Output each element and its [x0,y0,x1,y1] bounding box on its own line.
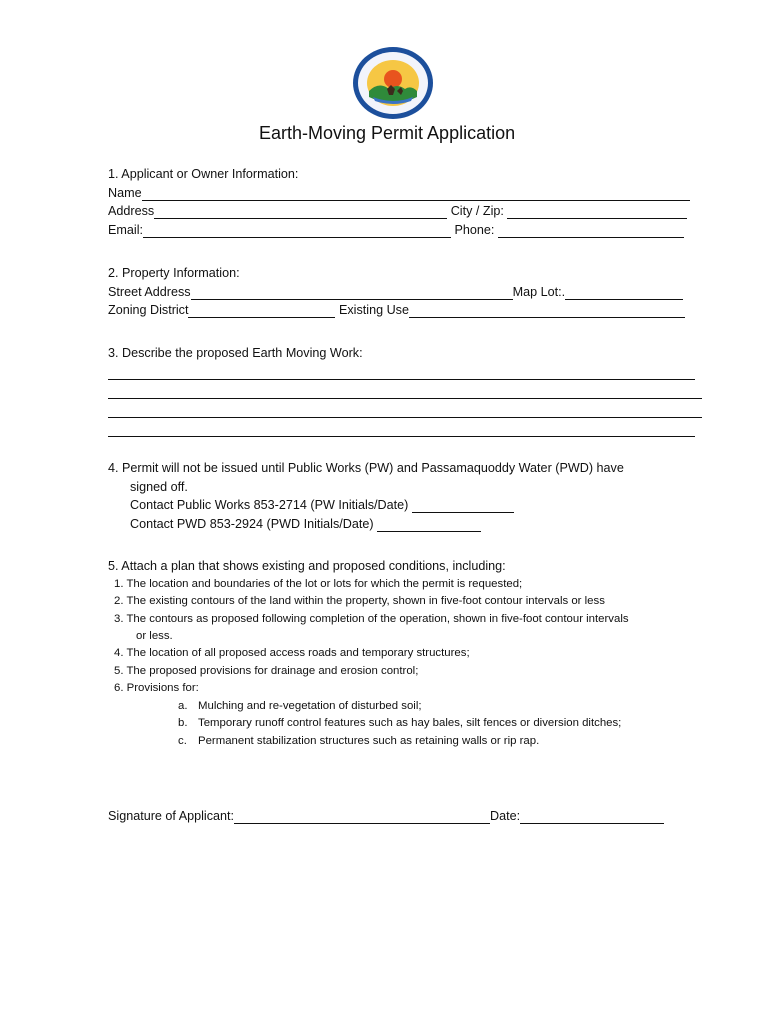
address-label: Address [108,204,155,218]
list-item: 5. The proposed provisions for drainage and erosion control; [114,665,419,677]
date-field[interactable] [520,810,664,824]
address-row [108,203,687,219]
signature-label: Signature of Applicant: [108,809,235,823]
phone-label: Phone: [454,223,495,237]
pwd-initials-field[interactable] [377,518,481,532]
city-zip-field[interactable] [507,205,687,219]
pw-contact-row [130,497,514,513]
map-lot-field[interactable] [565,286,683,300]
sub-item-text: Permanent stabilization structures such as retaining walls or rip rap. [198,735,540,747]
name-row [108,185,690,201]
section4-line2: signed off. [130,480,188,494]
section1-heading: 1. Applicant or Owner Information: [108,167,299,181]
description-line[interactable] [108,417,702,418]
pwd-contact-row [130,516,481,532]
map-lot-label: Map Lot:. [512,285,566,299]
street-address-field[interactable] [191,286,513,300]
sub-item [178,734,539,749]
email-field[interactable] [143,224,451,238]
city-seal-logo [351,45,435,121]
section4-line1: 4. Permit will not be issued until Public Works (PW) and Passamaquoddy Water (PWD) have [108,461,624,475]
description-line[interactable] [108,379,695,380]
zoning-district-label: Zoning District [108,303,189,317]
section3-heading: 3. Describe the proposed Earth Moving Work: [108,346,363,360]
date-label: Date: [490,809,521,823]
list-item: 3. The contours as proposed following completion of the operation, shown in five-foot contour intervals [114,613,629,625]
section5-heading: 5. Attach a plan that shows existing and proposed conditions, including: [108,559,506,573]
name-field[interactable] [142,187,690,201]
sub-item-letter: b. [178,717,188,729]
existing-use-field[interactable] [409,304,685,318]
section2-heading: 2. Property Information: [108,266,240,280]
email-label: Email: [108,223,143,237]
existing-use-label: Existing Use [338,303,409,317]
street-row [108,284,683,300]
phone-field[interactable] [498,224,684,238]
signature-row [108,808,664,824]
pwd-contact-label: Contact PWD 853-2924 (PWD Initials/Date) [130,517,374,531]
street-address-label: Street Address [108,285,191,299]
description-line[interactable] [108,436,695,437]
address-field[interactable] [154,205,447,219]
signature-field[interactable] [234,810,490,824]
sub-item [178,716,621,731]
city-zip-label: City / Zip: [450,204,504,218]
pw-initials-field[interactable] [412,499,514,513]
sub-item-text: Temporary runoff control features such as hay bales, silt fences or diversion ditches; [198,717,622,729]
page-title: Earth-Moving Permit Application [259,123,516,143]
name-label: Name [108,186,142,200]
list-item: 4. The location of all proposed access roads and temporary structures; [114,647,470,659]
list-item: 6. Provisions for: [114,682,199,694]
pw-contact-label: Contact Public Works 853-2714 (PW Initials/Date) [130,498,409,512]
email-row [108,222,684,238]
sub-item-letter: c. [178,735,187,747]
sub-item-text: Mulching and re-vegetation of disturbed soil; [198,700,422,712]
description-line[interactable] [108,398,702,399]
sub-item-letter: a. [178,700,188,712]
list-item: 2. The existing contours of the land within the property, shown in five-foot contour intervals or less [114,595,605,607]
sub-item [178,699,422,714]
list-item: or less. [136,630,173,642]
zoning-row [108,302,685,318]
list-item: 1. The location and boundaries of the lot or lots for which the permit is requested; [114,578,523,590]
zoning-district-field[interactable] [188,304,335,318]
